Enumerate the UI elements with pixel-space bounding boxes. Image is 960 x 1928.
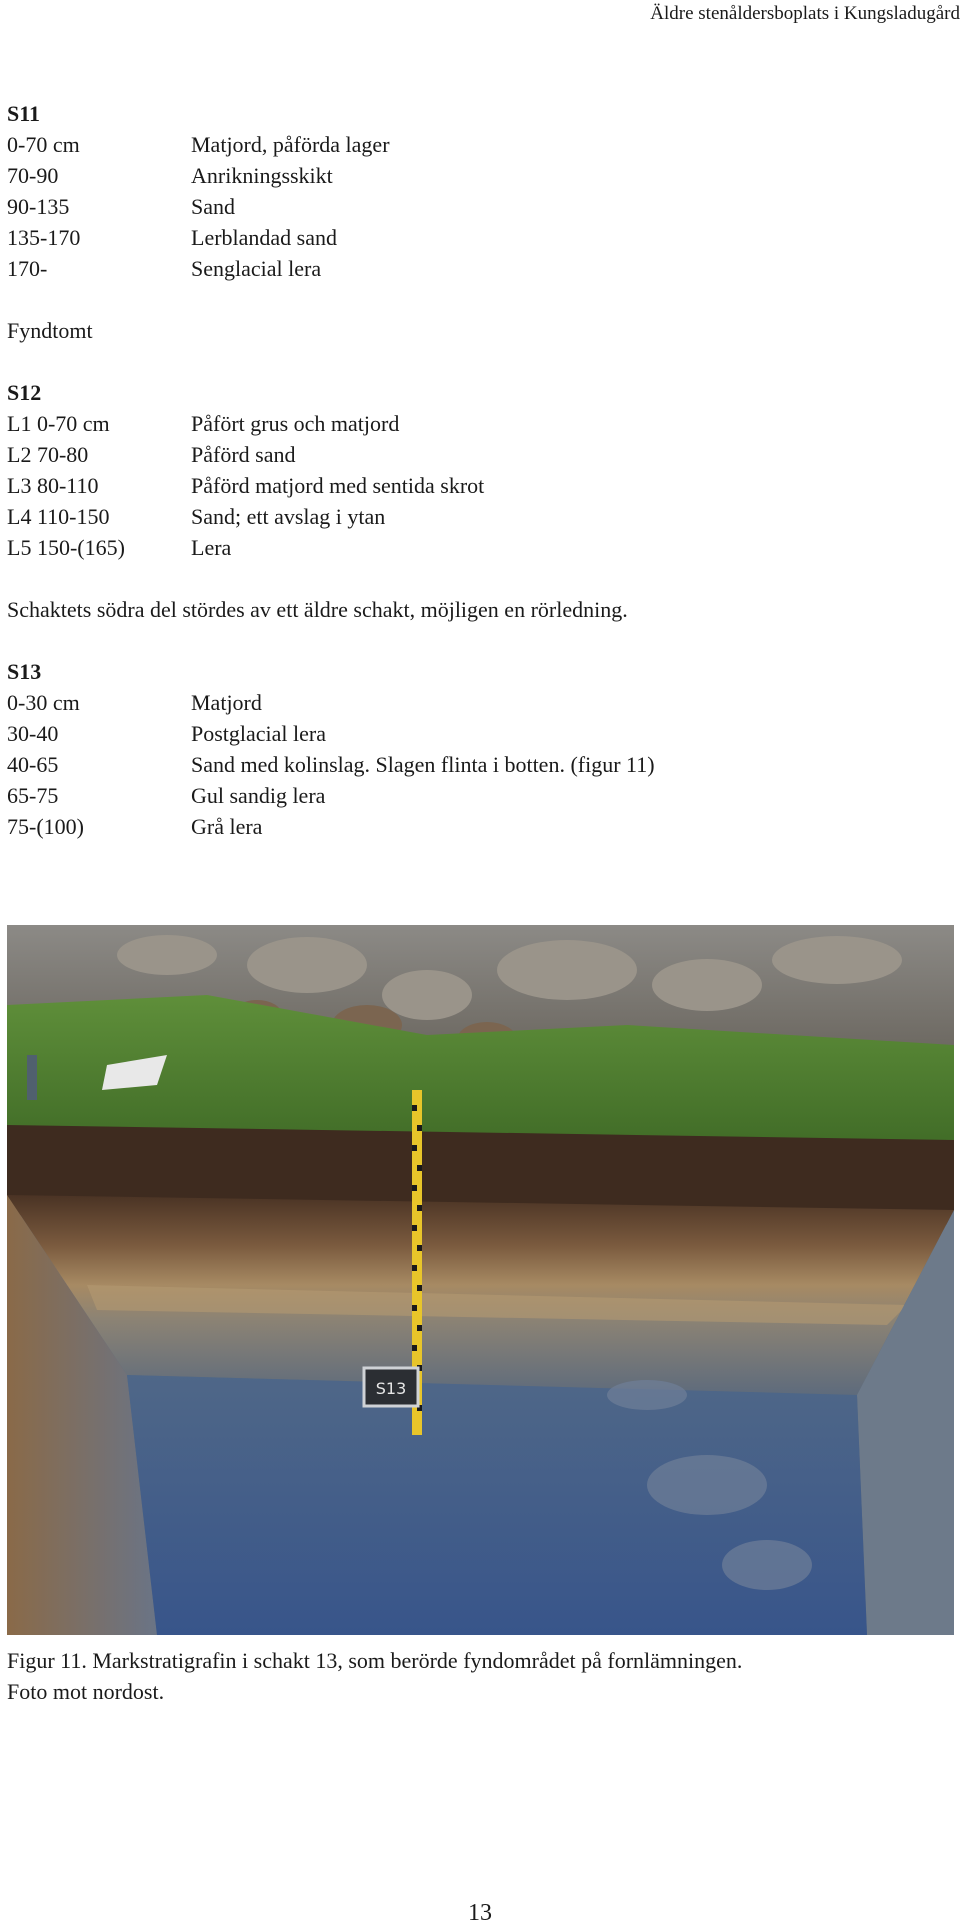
section-heading-s12: S12 [7,380,42,405]
depth-cell: 40-65 [7,752,59,777]
description-cell: Påförd sand [191,442,296,467]
section-note-s11: Fyndtomt [7,318,93,343]
layer-row [7,222,953,253]
description-cell: Matjord [191,690,262,715]
layer-row [7,718,953,749]
depth-cell: L5 150-(165) [7,535,125,560]
depth-cell: L3 80-110 [7,473,99,498]
depth-cell: L4 110-150 [7,504,110,529]
description-cell: Sand; ett avslag i ytan [191,504,386,529]
description-cell: Senglacial lera [191,256,322,281]
depth-cell: 75-(100) [7,814,84,839]
layer-row [7,470,953,501]
layer-row [7,811,953,842]
layer-row [7,408,953,439]
section-heading-s11: S11 [7,101,41,126]
description-cell: Sand med kolinslag. Slagen flinta i botten. (figur 11) [191,752,655,777]
depth-cell: 70-90 [7,163,59,188]
description-cell: Anrikningsskikt [191,163,333,188]
depth-cell: 0-30 cm [7,690,80,715]
depth-cell: 30-40 [7,721,59,746]
layer-row [7,687,953,718]
layer-row [7,129,953,160]
section-heading-s13: S13 [7,659,42,684]
layer-row [7,749,953,780]
description-cell: Grå lera [191,814,263,839]
sign-label: S13 [375,1379,407,1398]
description-cell: Påförd matjord med sentida skrot [191,473,485,498]
section-note-s12: Schaktets södra del stördes av ett äldre schakt, möjligen en rörledning. [7,597,628,622]
depth-cell: L1 0-70 cm [7,411,110,436]
caption-line: Foto mot nordost. [7,1679,165,1704]
running-header: Äldre stenåldersboplats i Kungsladugård [650,3,960,24]
depth-cell: 135-170 [7,225,81,250]
layer-row [7,501,953,532]
depth-cell: 65-75 [7,783,59,808]
figure-caption [7,1645,953,1707]
page-number: 13 [468,1900,492,1926]
layer-row [7,191,953,222]
depth-cell: 170- [7,256,48,281]
description-cell: Påfört grus och matjord [191,411,400,436]
caption-line: Figur 11. Markstratigrafin i schakt 13, som berörde fyndområdet på fornlämningen. [7,1648,743,1673]
layer-row [7,160,953,191]
depth-cell: 90-135 [7,194,70,219]
description-cell: Lerblandad sand [191,225,337,250]
document-body [7,98,953,842]
layer-row [7,439,953,470]
layer-row [7,253,953,284]
layer-row [7,532,953,563]
description-cell: Sand [191,194,235,219]
description-cell: Postglacial lera [191,721,327,746]
description-cell: Gul sandig lera [191,783,326,808]
description-cell: Lera [191,535,232,560]
layer-row [7,780,953,811]
depth-cell: L2 70-80 [7,442,89,467]
description-cell: Matjord, påförda lager [191,132,390,157]
depth-cell: 0-70 cm [7,132,80,157]
excavation-photo [7,925,954,1635]
